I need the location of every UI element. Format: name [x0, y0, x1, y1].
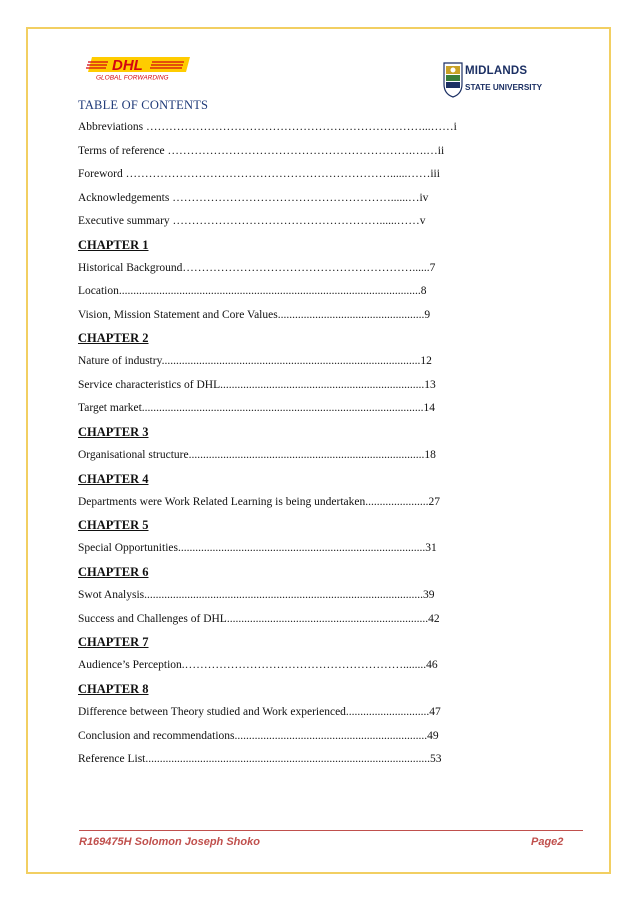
msu-name-line2: STATE UNIVERSITY — [465, 83, 543, 92]
toc-entry[interactable]: Historical Background……………………………………………………......7 — [78, 262, 436, 274]
toc-entry[interactable]: Audience’s Perception.…………………………………………………........46 — [78, 659, 438, 671]
toc-entry[interactable]: Reference List...................................................................................................53 — [78, 753, 442, 765]
msu-crest-icon — [443, 62, 463, 98]
msu-logo — [443, 62, 583, 102]
footer-author: R169475H Solomon Joseph Shoko — [79, 836, 260, 848]
toc-entry[interactable]: Swot Analysis.................................................................................................39 — [78, 589, 435, 601]
toc-title: TABLE OF CONTENTS — [78, 98, 209, 112]
toc-entry[interactable]: Success and Challenges of DHL......................................................................42 — [78, 613, 440, 625]
toc-entry[interactable]: Organisational structure..................................................................................18 — [78, 449, 436, 461]
toc-entry[interactable]: Vision, Mission Statement and Core Values...................................................9 — [78, 309, 431, 321]
toc-entry[interactable]: Executive summary ………………………………………………......……v — [78, 215, 426, 227]
chapter-heading: CHAPTER 4 — [78, 472, 149, 486]
toc-entry[interactable]: Abbreviations ………………………………………………………………...……i — [78, 121, 457, 133]
toc-entry[interactable]: Special Opportunities......................................................................................31 — [78, 542, 437, 554]
msu-name-line1: MIDLANDS — [465, 65, 528, 77]
toc-entry[interactable]: Departments were Work Related Learning is being undertaken......................27 — [78, 496, 440, 508]
toc-entry[interactable]: Location.........................................................................................................8 — [78, 285, 427, 297]
toc-entry[interactable]: Nature of industry..........................................................................................12 — [78, 355, 432, 367]
footer-page-number: Page2 — [531, 836, 564, 848]
dhl-logo — [82, 55, 194, 81]
footer-rule — [79, 830, 583, 831]
toc-entry[interactable]: Target market..................................................................................................14 — [78, 402, 436, 414]
chapter-heading: CHAPTER 3 — [78, 425, 149, 439]
chapter-heading: CHAPTER 7 — [78, 635, 149, 649]
chapter-heading: CHAPTER 6 — [78, 565, 149, 579]
toc-entry[interactable]: Acknowledgements …………………………………………………......…iv — [78, 192, 429, 204]
toc-entry[interactable]: Difference between Theory studied and Work experienced.............................47 — [78, 706, 441, 718]
toc-entry[interactable]: Terms of reference ……………………………………………………….….…ii — [78, 145, 445, 157]
chapter-heading: CHAPTER 1 — [78, 238, 149, 252]
chapter-heading: CHAPTER 5 — [78, 518, 149, 532]
toc-entry[interactable]: Foreword ……………………………………………………………......……iii — [78, 168, 440, 180]
chapter-heading: CHAPTER 8 — [78, 682, 149, 696]
toc-entry[interactable]: Conclusion and recommendations...................................................................49 — [78, 730, 439, 742]
dhl-logo-tagline: GLOBAL FORWARDING — [96, 74, 169, 81]
toc-entry[interactable]: Service characteristics of DHL.......................................................................13 — [78, 379, 436, 391]
chapter-heading: CHAPTER 2 — [78, 331, 149, 345]
dhl-logo-text: DHL — [112, 57, 143, 74]
